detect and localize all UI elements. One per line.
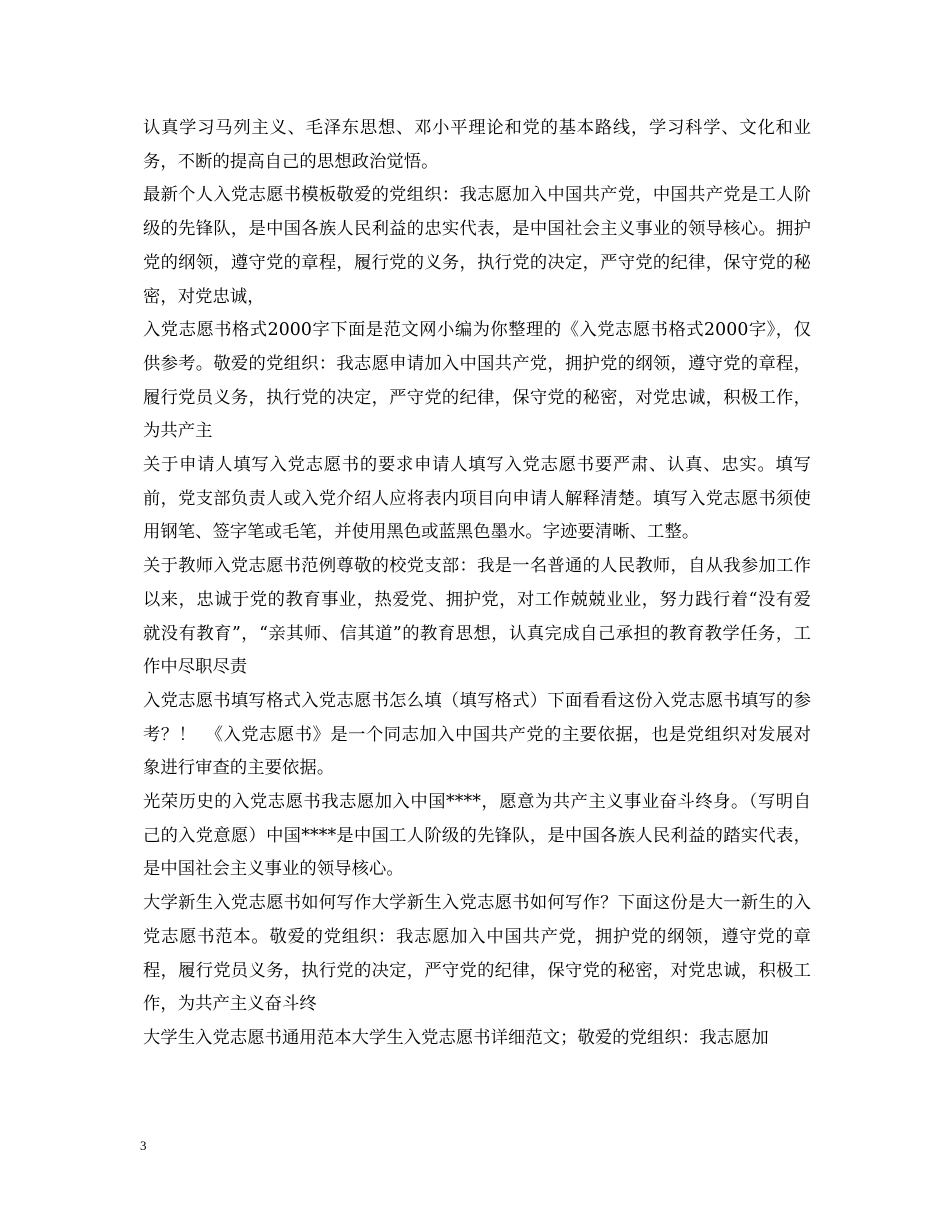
paragraph-university-template: 大学生入党志愿书通用范本大学生入党志愿书详细范文；敬爱的党组织：我志愿加 bbox=[143, 1027, 769, 1048]
paragraph-study: 认真学习马列主义、毛泽东思想、邓小平理论和党的基本路线，学习科学、文化和业务，不断的提高自己的思想政治觉悟。 bbox=[143, 118, 811, 172]
document-body bbox=[143, 112, 811, 1056]
page-number: 3 bbox=[140, 1138, 147, 1153]
paragraph-personal-template: 最新个人入党志愿书模板敬爱的党组织：我志愿加入中国共产党，中国共产党是工人阶级的先锋队，是中国各族人民利益的忠实代表，是中国社会主义事业的领导核心。拥护党的纲领，遵守党的章程，履行党的义务，执行党的决定，严守党的纪律，保守党的秘密，对党忠诚， bbox=[143, 185, 811, 307]
paragraph-teacher-example: 关于教师入党志愿书范例尊敬的校党支部：我是一名普通的人民教师，自从我参加工作以来，忠诚于党的教育事业，热爱党、拥护党，对工作兢兢业业，努力践行着“没有爱就没有教育”，“亲其师、信其道”的教育思想，认真完成自己承担的教育教学任务，工作中尽职尽责 bbox=[143, 556, 811, 678]
paragraph-filling-format: 入党志愿书填写格式入党志愿书怎么填（填写格式）下面看看这份入党志愿书填写的参考？！ 《入党志愿书》是一个同志加入中国共产党的主要依据，也是党组织对发展对象进行审查的主要依据。 bbox=[143, 690, 811, 779]
paragraph-format-2000: 入党志愿书格式2000字下面是范文网小编为你整理的《入党志愿书格式2000字》，仅供参考。敬爱的党组织：我志愿申请加入中国共产党，拥护党的纲领，遵守党的章程，履行党员义务，执行党的决定，严守党的纪律，保守党的秘密，对党忠诚，积极工作，为共产主 bbox=[143, 320, 811, 442]
paragraph-filling-requirements: 关于申请人填写入党志愿书的要求申请人填写入党志愿书要严肃、认真、忠实。填写前，党支部负责人或入党介绍人应将表内项目向申请人解释清楚。填写入党志愿书须使用钢笔、签字笔或毛笔，并使用黑色或蓝黑色墨水。字迹要清晰、工整。 bbox=[143, 455, 811, 543]
paragraph-glorious-history: 光荣历史的入党志愿书我志愿加入中国****，愿意为共产主义事业奋斗终身。（写明自己的入党意愿）中国****是中国工人阶级的先锋队，是中国各族人民利益的踏实代表，是中国社会主义事业的领导核心。 bbox=[143, 792, 811, 880]
paragraph-freshman: 大学新生入党志愿书如何写作大学新生入党志愿书如何写作？下面这份是大一新生的入党志愿书范本。敬爱的党组织：我志愿加入中国共产党，拥护党的纲领，遵守党的章程，履行党员义务，执行党的决定，严守党的纪律，保守党的秘密，对党忠诚，积极工作，为共产主义奋斗终 bbox=[143, 893, 811, 1015]
